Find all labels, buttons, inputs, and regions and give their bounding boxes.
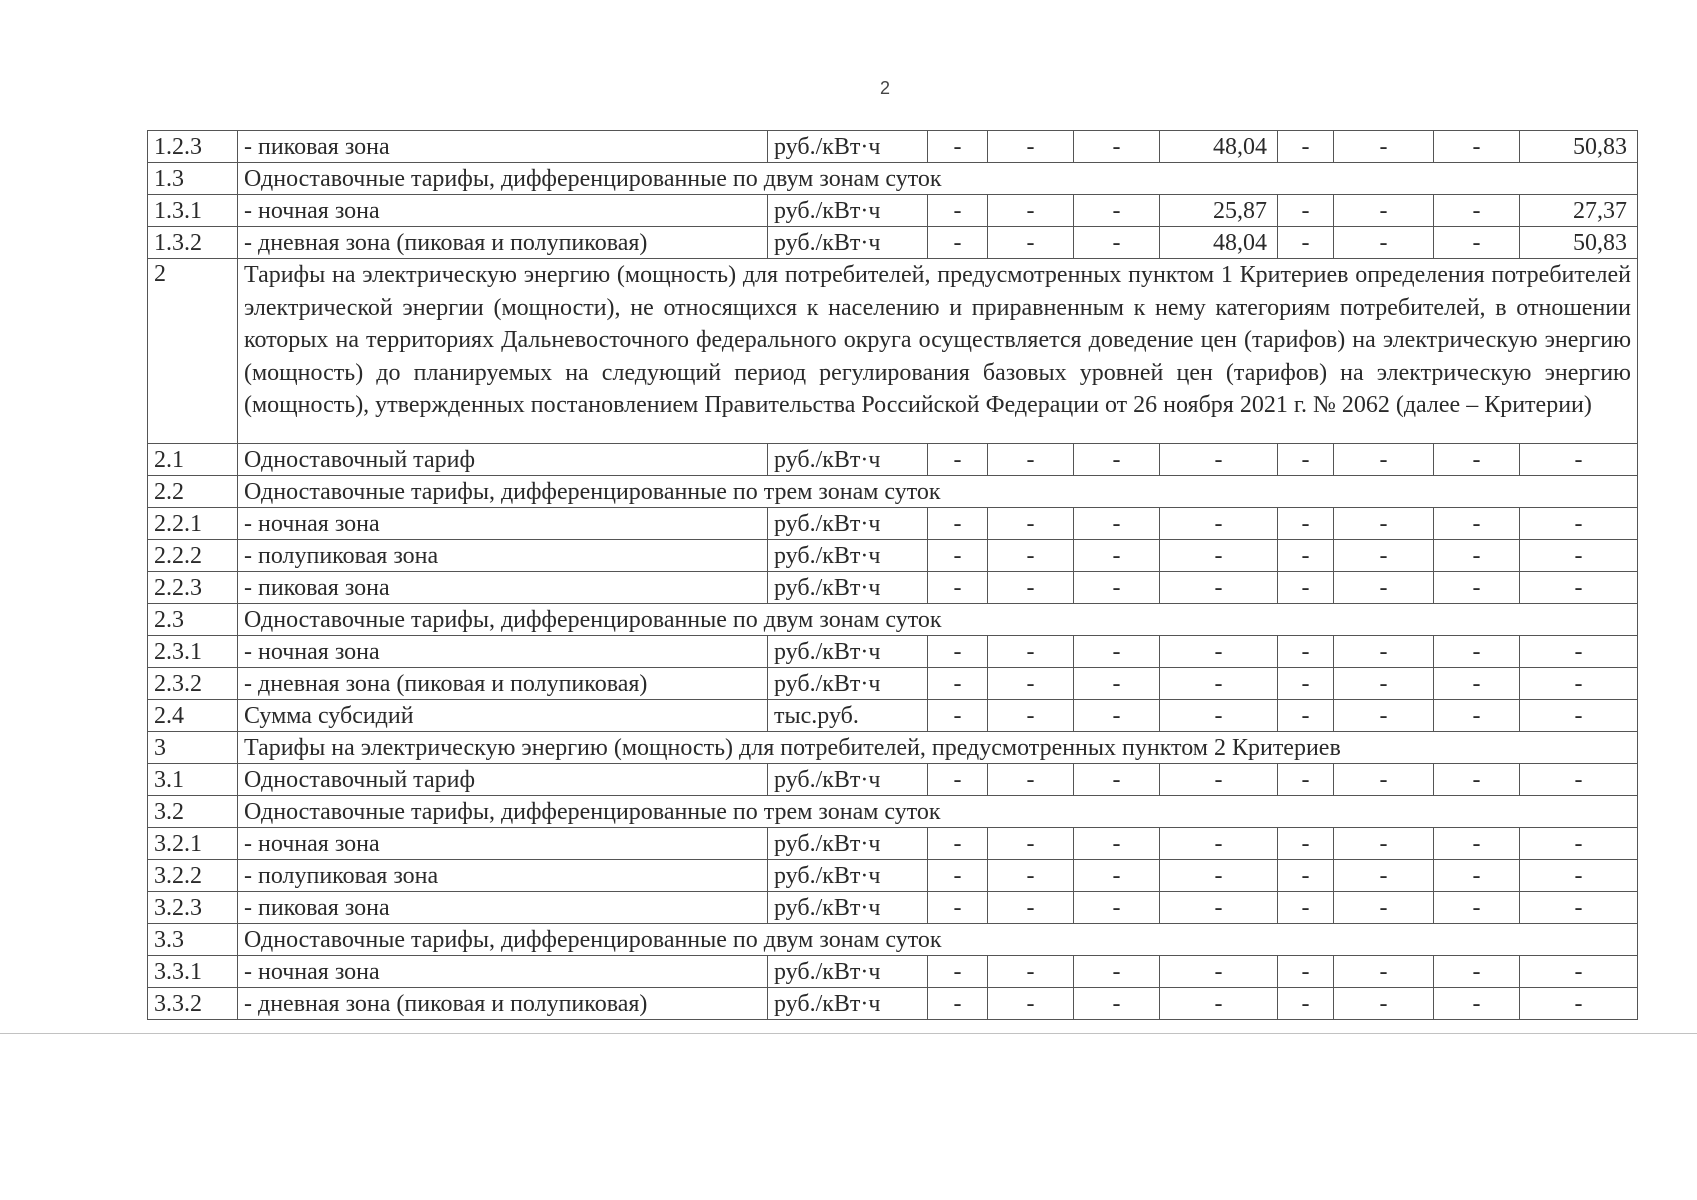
row-value: -	[988, 860, 1074, 892]
row-value: -	[1278, 892, 1334, 924]
table-row	[148, 700, 1638, 732]
row-value: -	[1434, 988, 1520, 1020]
row-value: -	[1520, 540, 1638, 572]
row-value: -	[1278, 860, 1334, 892]
row-value: -	[928, 700, 988, 732]
row-value: -	[1074, 988, 1160, 1020]
row-value: -	[1278, 508, 1334, 540]
row-unit: руб./кВт·ч	[768, 828, 928, 860]
row-description: - ночная зона	[238, 636, 768, 668]
scan-artifact-line	[0, 1033, 1697, 1034]
row-value: -	[1278, 668, 1334, 700]
row-value: -	[1278, 764, 1334, 796]
row-value: -	[988, 700, 1074, 732]
row-value: -	[988, 508, 1074, 540]
row-value: -	[928, 195, 988, 227]
row-value: -	[1520, 700, 1638, 732]
row-value: -	[928, 508, 988, 540]
table-row	[148, 227, 1638, 259]
row-value: -	[1434, 700, 1520, 732]
row-description: - дневная зона (пиковая и полупиковая)	[238, 988, 768, 1020]
row-value: -	[1160, 764, 1278, 796]
row-unit: руб./кВт·ч	[768, 764, 928, 796]
row-number: 2.3.2	[148, 668, 238, 700]
row-description: - ночная зона	[238, 956, 768, 988]
row-value: -	[1334, 444, 1434, 476]
table-row	[148, 195, 1638, 227]
row-value: -	[1160, 540, 1278, 572]
row-value: -	[1520, 988, 1638, 1020]
row-description: - пиковая зона	[238, 131, 768, 163]
row-description: - полупиковая зона	[238, 860, 768, 892]
row-value: -	[1160, 956, 1278, 988]
row-value: -	[1520, 508, 1638, 540]
row-value: -	[928, 227, 988, 259]
row-description: Одноставочный тариф	[238, 764, 768, 796]
row-value: -	[988, 988, 1074, 1020]
row-value: -	[988, 828, 1074, 860]
row-value: -	[1434, 195, 1520, 227]
row-value: -	[1160, 668, 1278, 700]
row-value: -	[928, 668, 988, 700]
row-number: 2.3	[148, 604, 238, 636]
tariff-table	[147, 130, 1638, 1020]
row-value: -	[1278, 195, 1334, 227]
row-number: 2.2.1	[148, 508, 238, 540]
row-value: -	[1334, 988, 1434, 1020]
row-value: -	[928, 988, 988, 1020]
row-value: -	[1334, 700, 1434, 732]
row-value: -	[1434, 668, 1520, 700]
row-number: 3.2.2	[148, 860, 238, 892]
row-value: -	[928, 131, 988, 163]
row-number: 2	[148, 259, 238, 444]
row-value: -	[1074, 195, 1160, 227]
row-value: -	[1334, 860, 1434, 892]
table-row	[148, 796, 1638, 828]
row-number: 3.2	[148, 796, 238, 828]
row-number: 3.2.3	[148, 892, 238, 924]
row-value: -	[1520, 636, 1638, 668]
row-description: Одноставочные тарифы, дифференцированные по двум зонам суток	[238, 924, 1638, 956]
row-value: -	[1278, 636, 1334, 668]
row-value: -	[1074, 668, 1160, 700]
table-row	[148, 163, 1638, 195]
row-unit: руб./кВт·ч	[768, 227, 928, 259]
row-description: - дневная зона (пиковая и полупиковая)	[238, 227, 768, 259]
row-value: -	[988, 195, 1074, 227]
row-value: -	[1334, 764, 1434, 796]
row-value: -	[1334, 508, 1434, 540]
row-value: -	[988, 892, 1074, 924]
row-number: 3.2.1	[148, 828, 238, 860]
row-value: -	[1434, 508, 1520, 540]
table-row	[148, 540, 1638, 572]
row-number: 1.2.3	[148, 131, 238, 163]
row-unit: руб./кВт·ч	[768, 444, 928, 476]
table-row	[148, 956, 1638, 988]
row-value: -	[1160, 572, 1278, 604]
row-value: -	[1160, 508, 1278, 540]
row-value: -	[1160, 444, 1278, 476]
row-value: -	[1520, 828, 1638, 860]
row-description: Одноставочные тарифы, дифференцированные по трем зонам суток	[238, 796, 1638, 828]
row-value: -	[988, 227, 1074, 259]
page-number: 2	[879, 78, 890, 98]
row-unit: руб./кВт·ч	[768, 540, 928, 572]
tariff-table-body	[148, 131, 1638, 1020]
row-value: -	[1278, 572, 1334, 604]
row-value: 48,04	[1160, 131, 1278, 163]
row-value: -	[1074, 540, 1160, 572]
row-value: -	[1520, 860, 1638, 892]
row-number: 1.3.2	[148, 227, 238, 259]
row-value: -	[1520, 668, 1638, 700]
row-description: - ночная зона	[238, 828, 768, 860]
row-value: -	[1074, 131, 1160, 163]
row-value: -	[1334, 572, 1434, 604]
row-number: 1.3	[148, 163, 238, 195]
row-description: Сумма субсидий	[238, 700, 768, 732]
row-number: 3.1	[148, 764, 238, 796]
row-value: -	[1278, 828, 1334, 860]
row-number: 2.2.2	[148, 540, 238, 572]
row-value: -	[1434, 131, 1520, 163]
row-value: -	[1278, 227, 1334, 259]
row-value: -	[1334, 892, 1434, 924]
row-number: 2.3.1	[148, 636, 238, 668]
table-row	[148, 508, 1638, 540]
row-description: Одноставочные тарифы, дифференцированные по двум зонам суток	[238, 604, 1638, 636]
row-value: -	[1520, 892, 1638, 924]
row-value: -	[1434, 764, 1520, 796]
row-value: -	[1074, 227, 1160, 259]
table-row	[148, 732, 1638, 764]
row-value: -	[1278, 444, 1334, 476]
row-value: -	[1334, 131, 1434, 163]
row-description: Одноставочные тарифы, дифференцированные по двум зонам суток	[238, 163, 1638, 195]
row-description: - ночная зона	[238, 508, 768, 540]
row-value: -	[1334, 668, 1434, 700]
row-value: -	[988, 131, 1074, 163]
row-value: -	[1074, 828, 1160, 860]
row-value: -	[1334, 956, 1434, 988]
row-value: -	[1520, 444, 1638, 476]
row-value: -	[1434, 227, 1520, 259]
row-unit: руб./кВт·ч	[768, 988, 928, 1020]
row-value: -	[1074, 860, 1160, 892]
row-description: - ночная зона	[238, 195, 768, 227]
row-unit: тыс.руб.	[768, 700, 928, 732]
row-value: -	[1160, 636, 1278, 668]
row-value: -	[1434, 636, 1520, 668]
row-value: -	[1334, 828, 1434, 860]
row-value: -	[988, 764, 1074, 796]
table-row	[148, 668, 1638, 700]
row-value: -	[1434, 540, 1520, 572]
row-value: -	[988, 636, 1074, 668]
row-value: -	[1160, 828, 1278, 860]
row-value: -	[1334, 195, 1434, 227]
row-unit: руб./кВт·ч	[768, 636, 928, 668]
row-value: -	[1334, 540, 1434, 572]
row-value: -	[1160, 988, 1278, 1020]
row-unit: руб./кВт·ч	[768, 956, 928, 988]
row-value: -	[1434, 572, 1520, 604]
row-value: -	[1278, 988, 1334, 1020]
row-value: -	[988, 540, 1074, 572]
row-value: -	[1074, 508, 1160, 540]
row-description: Тарифы на электрическую энергию (мощность) для потребителей, предусмотренных пунктом 1 Критериев определения потребителей электрической энергии (мощности), не относящихся к населению и приравненным к нему категориям потребителей, в отношении которых на территориях Дальневосточного федерального округа осуществляется доведение цен (тарифов) на электрическую энергию (мощность) до планируемых на следующий период регулирования базовых уровней цен (тарифов) на электрическую энергию (мощность), утвержденных постановлением Правительства Российской Федерации от 26 ноября 2021 г. № 2062 (далее – Критерии)	[238, 259, 1638, 444]
row-value: -	[1434, 444, 1520, 476]
table-row	[148, 636, 1638, 668]
row-number: 2.2	[148, 476, 238, 508]
row-number: 3.3	[148, 924, 238, 956]
row-value: -	[1074, 764, 1160, 796]
row-description: Одноставочные тарифы, дифференцированные по трем зонам суток	[238, 476, 1638, 508]
row-value: -	[1278, 540, 1334, 572]
row-value: -	[1160, 700, 1278, 732]
row-value: -	[1074, 892, 1160, 924]
row-value: -	[988, 668, 1074, 700]
table-row	[148, 259, 1638, 444]
row-value: -	[988, 572, 1074, 604]
row-value: 50,83	[1520, 227, 1638, 259]
row-value: -	[1074, 956, 1160, 988]
table-row	[148, 828, 1638, 860]
row-value: -	[928, 540, 988, 572]
row-value: -	[1278, 131, 1334, 163]
row-unit: руб./кВт·ч	[768, 508, 928, 540]
row-description: - полупиковая зона	[238, 540, 768, 572]
row-value: -	[988, 956, 1074, 988]
table-row	[148, 476, 1638, 508]
row-value: -	[1278, 956, 1334, 988]
row-value: -	[928, 860, 988, 892]
table-row	[148, 131, 1638, 163]
row-unit: руб./кВт·ч	[768, 860, 928, 892]
row-value: 50,83	[1520, 131, 1638, 163]
row-value: 48,04	[1160, 227, 1278, 259]
row-number: 2.2.3	[148, 572, 238, 604]
row-value: -	[928, 828, 988, 860]
row-value: -	[1074, 444, 1160, 476]
row-value: -	[928, 892, 988, 924]
row-number: 2.4	[148, 700, 238, 732]
row-value: -	[1434, 892, 1520, 924]
row-unit: руб./кВт·ч	[768, 131, 928, 163]
table-row	[148, 444, 1638, 476]
row-value: -	[928, 956, 988, 988]
row-value: -	[928, 444, 988, 476]
row-description: - пиковая зона	[238, 572, 768, 604]
table-row	[148, 988, 1638, 1020]
row-description: - пиковая зона	[238, 892, 768, 924]
table-row	[148, 764, 1638, 796]
row-description: - дневная зона (пиковая и полупиковая)	[238, 668, 768, 700]
row-value: -	[1334, 636, 1434, 668]
row-value: -	[1278, 700, 1334, 732]
row-value: -	[928, 764, 988, 796]
row-value: -	[1434, 956, 1520, 988]
row-unit: руб./кВт·ч	[768, 892, 928, 924]
row-value: -	[1520, 764, 1638, 796]
row-value: -	[1434, 828, 1520, 860]
row-value: 27,37	[1520, 195, 1638, 227]
row-description: Тарифы на электрическую энергию (мощность) для потребителей, предусмотренных пунктом 2 Критериев	[238, 732, 1638, 764]
table-row	[148, 892, 1638, 924]
row-value: -	[1334, 227, 1434, 259]
row-value: -	[1074, 700, 1160, 732]
row-value: -	[1434, 860, 1520, 892]
table-row	[148, 572, 1638, 604]
row-value: 25,87	[1160, 195, 1278, 227]
row-number: 3.3.2	[148, 988, 238, 1020]
row-unit: руб./кВт·ч	[768, 572, 928, 604]
row-value: -	[1160, 860, 1278, 892]
row-value: -	[1160, 892, 1278, 924]
table-row	[148, 860, 1638, 892]
row-number: 2.1	[148, 444, 238, 476]
row-number: 1.3.1	[148, 195, 238, 227]
table-row	[148, 924, 1638, 956]
row-unit: руб./кВт·ч	[768, 195, 928, 227]
row-unit: руб./кВт·ч	[768, 668, 928, 700]
row-value: -	[1074, 636, 1160, 668]
row-value: -	[928, 572, 988, 604]
row-value: -	[1074, 572, 1160, 604]
row-value: -	[928, 636, 988, 668]
row-value: -	[1520, 572, 1638, 604]
row-value: -	[988, 444, 1074, 476]
row-number: 3	[148, 732, 238, 764]
row-description: Одноставочный тариф	[238, 444, 768, 476]
table-row	[148, 604, 1638, 636]
row-value: -	[1520, 956, 1638, 988]
row-number: 3.3.1	[148, 956, 238, 988]
